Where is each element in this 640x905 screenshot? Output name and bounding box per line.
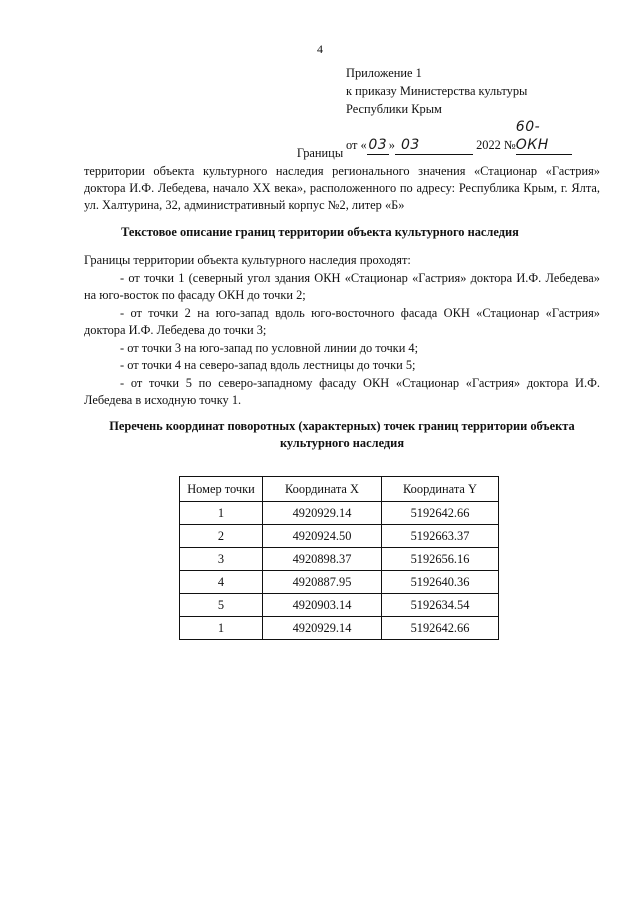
cell-x: 4920929.14 — [263, 617, 382, 640]
document-subtitle: территории объекта культурного наследия регионального значения «Стационар «Гастрия» доктора И.Ф. Лебедева, начало XX века», расположенного по адресу: Республика Крым, г. Ялта, ул. Халтурина, 32, административный корпус №2, литер «Б» — [84, 164, 600, 212]
coordinates-heading: Перечень координат поворотных (характерных) точек границ территории объекта культурного наследия — [109, 419, 575, 450]
table-row — [180, 571, 499, 594]
page-number: 4 — [317, 42, 323, 56]
description-item: - от точки 4 на северо-запад вдоль лестницы до точки 5; — [120, 358, 416, 372]
column-header-x: Координата X — [263, 477, 382, 502]
description-item: - от точки 3 на юго-запад по условной линии до точки 4; — [120, 340, 419, 355]
table-row — [180, 594, 499, 617]
boundary-description — [84, 252, 600, 410]
cell-point: 1 — [180, 617, 263, 640]
column-header-point: Номер точки — [180, 477, 263, 502]
annex-block — [346, 64, 572, 155]
cell-point: 4 — [180, 571, 263, 594]
cell-y: 5192634.54 — [382, 594, 499, 617]
cell-point: 2 — [180, 525, 263, 548]
cell-x: 4920924.50 — [263, 525, 382, 548]
coordinates-table — [179, 476, 499, 640]
number-sign: № — [503, 138, 516, 152]
annex-line-1: Приложение 1 — [346, 66, 422, 80]
date-prefix: от « — [346, 138, 367, 152]
cell-y: 5192642.66 — [382, 502, 499, 525]
cell-x: 4920903.14 — [263, 594, 382, 617]
description-intro: Границы территории объекта культурного наследия проходят: — [84, 253, 411, 267]
table-row — [180, 617, 499, 640]
table-row — [180, 548, 499, 571]
cell-point: 1 — [180, 502, 263, 525]
handwritten-order-number: 60-ОКН — [515, 119, 549, 153]
cell-y: 5192642.66 — [382, 617, 499, 640]
document-title: Границы — [296, 146, 344, 160]
cell-point: 5 — [180, 594, 263, 617]
description-heading: Текстовое описание границ территории объекта культурного наследия — [121, 225, 519, 239]
handwritten-day: 03 — [368, 137, 388, 153]
cell-point: 3 — [180, 548, 263, 571]
annex-line-3: Республики Крым — [346, 102, 442, 116]
description-item: - от точки 1 (северный угол здания ОКН «Стационар «Гастрия» доктора И.Ф. Лебедева» на юго-восток по фасаду ОКН до точки 2; — [84, 270, 600, 302]
annex-line-2: к приказу Министерства культуры — [346, 84, 528, 98]
cell-x: 4920898.37 — [263, 548, 382, 571]
cell-y: 5192640.36 — [382, 571, 499, 594]
table-row — [180, 525, 499, 548]
table-header-row — [180, 477, 499, 502]
column-header-y: Координата Y — [382, 477, 499, 502]
date-mid: » — [388, 138, 395, 152]
description-item: - от точки 5 по северо-западному фасаду ОКН «Стационар «Гастрия» доктора И.Ф. Лебедева в исходную точку 1. — [84, 375, 600, 407]
handwritten-month: 03 — [400, 137, 420, 153]
description-item: - от точки 2 на юго-запад вдоль юго-восточного фасада ОКН «Стационар «Гастрия» доктора И.Ф. Лебедева до точки 3; — [84, 305, 600, 337]
cell-y: 5192663.37 — [382, 525, 499, 548]
table-row — [180, 502, 499, 525]
cell-y: 5192656.16 — [382, 548, 499, 571]
date-year: 2022 — [476, 138, 501, 152]
cell-x: 4920929.14 — [263, 502, 382, 525]
cell-x: 4920887.95 — [263, 571, 382, 594]
